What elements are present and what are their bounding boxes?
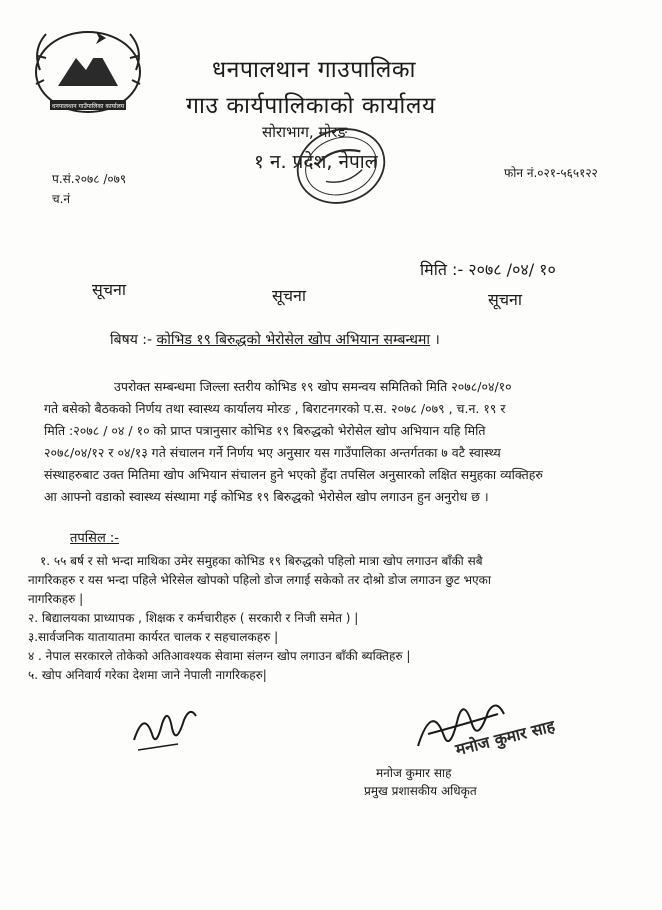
body-line: आ आफ्नो वडाको स्वास्थ्य संस्थामा गई कोभिड १९ बिरुद्धको भेरोसेल खोप लगाउन हुन अनुरोध छ ।: [44, 489, 489, 504]
tapsil-heading: तपसिल :-: [70, 531, 119, 546]
list-item: ४ . नेपाल सरकारले तोकेको अतिआवश्यक सेवामा संलग्न खोप लगाउन बाँकी ब्यक्तिहरु |: [28, 649, 411, 663]
municipality-logo: [18, 14, 158, 124]
office-address: सोराभाग, मोरङ: [262, 123, 348, 141]
province: १ न. प्रदेश, नेपाल: [254, 151, 378, 173]
subject-end: ।: [434, 332, 440, 348]
office-name: गाउ कार्यपालिकाको कार्यालय: [186, 93, 436, 119]
body-paragraph: [44, 376, 604, 508]
list-item: ५. खोप अनिवार्य गरेका देशमा जाने नेपाली नागरिकहरु|: [28, 668, 267, 682]
eligibility-list: [28, 552, 628, 685]
notice-heading: सूचना: [92, 280, 127, 299]
org-name: धनपालथान गाउपालिका: [212, 57, 416, 83]
body-line: मिति :२०७८ / ०४ / १० को प्राप्त पत्रानुसार कोभिड १९ बिरुद्धको भेरोसेल खोप अभियान यहि मिति: [44, 423, 486, 438]
list-item-continued: नागरिकहरु र यस भन्दा पहिले भेरिसेल खोपको पहिलो डोज लगाई सकेको तर दोश्रो डोज लगाउन छुट भएका: [28, 573, 492, 587]
signatory-title: प्रमुख प्रशासकीय अधिकृत: [364, 784, 477, 798]
notice-heading: सूचना: [272, 286, 307, 305]
list-item: २. बिद्यालयका प्राध्यापक , शिक्षक र कर्मचारीहरु ( सरकारी र निजी समेत ) |: [28, 611, 359, 625]
office-stamp: [292, 118, 390, 214]
stamp-name: मनोज कुमार साह: [453, 716, 557, 760]
chalani-number: च.नं: [52, 192, 71, 206]
subject-line: [110, 330, 440, 349]
name-stamp: [430, 708, 590, 764]
body-line: २०७८/०४/१२ र ०४/१३ गते संचालन गर्ने निर्णय भए अनुसार यस गाउँपालिका अन्तर्गतका ७ वटै स्वास्थ्य: [44, 445, 501, 460]
subject-text: कोभिड १९ बिरुद्धको भेरोसेल खोप अभियान सम्बन्धमा: [156, 332, 431, 348]
list-item: १. ५५ बर्ष र सो भन्दा माथिका उमेर समुहका कोभिड १९ बिरुद्धको पहिलो मात्रा खोप लगाउन बाँकी सबै: [40, 554, 483, 568]
subject-label: बिषय :-: [110, 332, 153, 348]
body-line: उपरोक्त सम्बन्धमा जिल्ला स्तरीय कोभिड १९ खोप समन्वय समितिको मिति २०७८/०४/१०: [114, 379, 512, 394]
reference-number: प.सं.२०७८ /०७९: [52, 172, 127, 186]
notice-heading: सूचना: [488, 290, 523, 309]
letter-date: मिति :- २०७८ /०४/ १०: [420, 260, 556, 279]
body-line: संस्थाहरुबाट उक्त मितिमा खोप अभियान संचालन हुने भएको हुँदा तपसिल अनुसारको लक्षित समुहका व्यक्तिहरु: [44, 467, 543, 482]
body-line: गते बसेको बैठकको निर्णय तथा स्वास्थ्य कार्यालय मोरङ , बिराटनगरको प.स. २०७८ /०७९ , च.न. १९ र: [44, 401, 506, 416]
left-signature: [130, 700, 200, 756]
list-item: ३.सार्वजनिक यातायातमा कार्यरत चालक र सहचालकहरु |: [28, 630, 279, 644]
phone-number: फोन नं.०२१-५६५१२२: [504, 166, 598, 180]
list-item-continued: नागरिकहरु |: [28, 592, 84, 606]
logo-text: धनपालथान गाउँपालिका कार्यालय: [51, 103, 125, 110]
signatory-name: मनोज कुमार साह: [376, 766, 452, 780]
